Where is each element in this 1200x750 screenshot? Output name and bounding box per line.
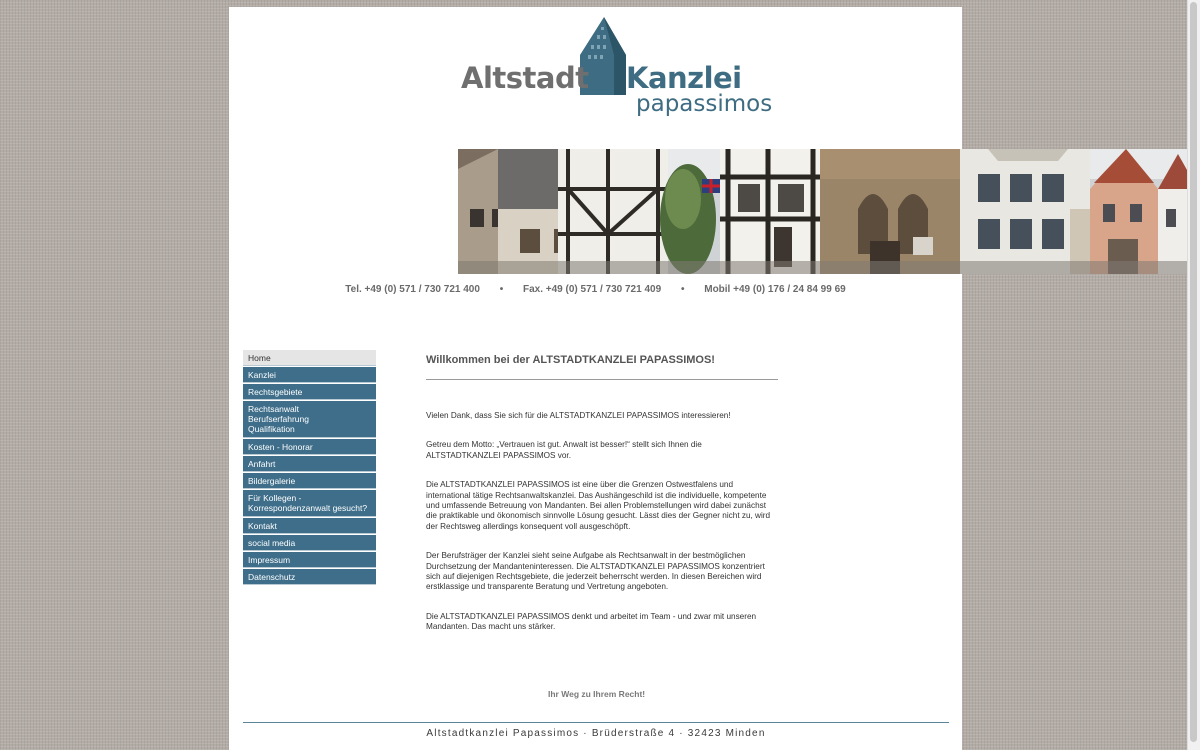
nav-item-fuer-kollegen[interactable] [243, 490, 376, 517]
fax-number: Fax. +49 (0) 571 / 730 721 409 [522, 284, 662, 295]
about-paragraph: Die ALTSTADTKANZLEI PAPASSIMOS ist eine über die Grenzen Ostwestfalens und international tätige Rechtsanwaltskanzlei. Das Aushängeschild ist die individuelle, kompetente und umfassende Betreuung von Mandanten. Bei allen Problemstellungen wird dabei zunächst die praktikable und ökonomisch sinnvolle Lösung gesucht. Lässt dies der Gegner nicht zu, wird der Rechtsweg allerdings konsequent voll ausgeschöpft. [426, 480, 771, 531]
nav-item-rechtsanwalt[interactable] [243, 401, 376, 438]
motto-paragraph: Getreu dem Motto: „Vertrauen ist gut. Anwalt ist besser!“ stellt sich Ihnen die ALTSTADTKANZLEI PAPASSIMOS vor. [426, 440, 702, 460]
page-title: Willkommen bei der ALTSTADTKANZLEI PAPASSIMOS! [426, 354, 715, 366]
nav-item-anfahrt[interactable]: Anfahrt [243, 456, 376, 472]
main-navigation [243, 350, 376, 586]
nav-item-label-line: Rechtsanwalt [248, 404, 300, 414]
separator-dot: • [499, 284, 504, 295]
nav-item-kanzlei[interactable]: Kanzlei [243, 367, 376, 383]
site-logo[interactable] [458, 15, 795, 135]
footer-address: Altstadtkanzlei Papassimos · Brüderstraße 4 · 32423 Minden [426, 728, 766, 739]
separator-dot: • [680, 284, 685, 295]
footer-divider [243, 722, 949, 723]
header-banner-image [458, 149, 1191, 274]
nav-item-social-media[interactable]: social media [243, 535, 376, 551]
team-paragraph: Die ALTSTADTKANZLEI PAPASSIMOS denkt und arbeitet im Team - und zwar mit unseren Mandanten. Das macht uns stärker. [426, 611, 757, 632]
intro-paragraph: Vielen Dank, dass Sie sich für die ALTSTADTKANZLEI PAPASSIMOS interessieren! [426, 411, 731, 420]
mobile-number[interactable]: Mobil +49 (0) 176 / 24 84 99 69 [704, 284, 846, 295]
vertical-scrollbar[interactable] [1187, 0, 1200, 750]
scrollbar-thumb[interactable] [1190, 2, 1197, 742]
contact-bar [229, 284, 962, 295]
old-town-street-illustration [458, 149, 1191, 274]
nav-item-kosten-honorar[interactable]: Kosten - Honorar [243, 439, 376, 455]
nav-item-rechtsgebiete[interactable]: Rechtsgebiete [243, 384, 376, 400]
nav-item-label-line: Korrespondenzanwalt gesucht? [248, 503, 368, 513]
nav-item-bildergalerie[interactable]: Bildergalerie [243, 473, 376, 489]
nav-item-label-line: Berufserfahrung [248, 414, 309, 424]
nav-item-impressum[interactable]: Impressum [243, 552, 376, 568]
slogan: Ihr Weg zu Ihrem Recht! [548, 689, 646, 699]
nav-item-datenschutz[interactable]: Datenschutz [243, 569, 376, 585]
phone-number[interactable]: Tel. +49 (0) 571 / 730 721 400 [345, 284, 480, 295]
main-content [426, 353, 778, 633]
focus-paragraph: Der Berufsträger der Kanzlei sieht seine Aufgabe als Rechtsanwalt in der bestmöglichen Durchsetzung der Mandanteninteressen. Die ALTSTADTKANZLEI PAPASSIMOS konzentriert sich auf diejenigen Rechtsgebiete, die jederzeit beherrscht werden. In diesen Bereichen wird erstklassige und transparente Beratung und Vertretung angeboten. [426, 551, 765, 592]
brand-name-left: Altstadt [461, 61, 589, 95]
nav-item-label-line: Für Kollegen - [248, 493, 302, 503]
nav-item-label-line: Qualifikation [248, 424, 295, 434]
nav-item-home[interactable]: Home [243, 350, 376, 366]
brand-tagline: papassimos [636, 91, 773, 117]
page-container [229, 7, 962, 750]
nav-item-kontakt[interactable]: Kontakt [243, 518, 376, 534]
brand-name-right: Kanzlei [626, 61, 742, 95]
heading-divider [426, 379, 778, 380]
